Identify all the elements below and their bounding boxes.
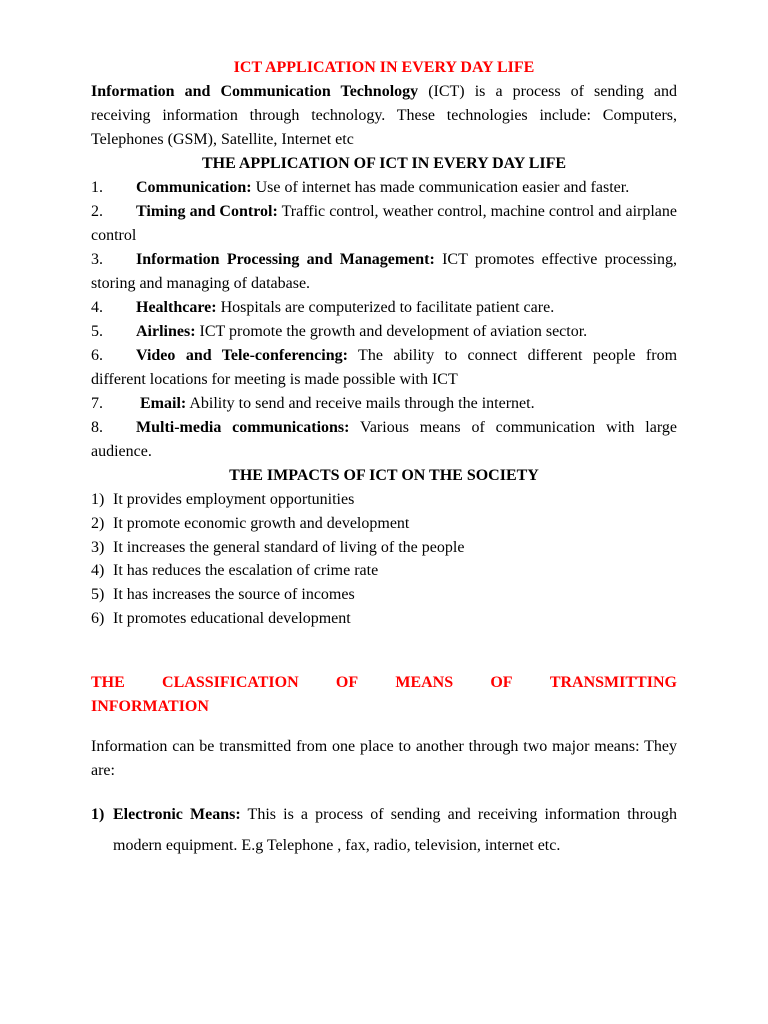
item-number: 1) [91,805,105,823]
heading-word: CLASSIFICATION [162,673,299,691]
impact-item [91,607,677,631]
item-text: Use of internet has made communication easier and faster. [251,179,630,196]
item-text: It promote economic growth and development [113,514,410,532]
document-title: ICT APPLICATION IN EVERY DAY LIFE [233,59,535,76]
means-body [113,799,677,861]
item-text: Ability to send and receive mails through the internet. [186,395,535,412]
item-number: 4) [91,562,105,580]
item-number: 2. [91,203,103,220]
item-number: 5. [91,323,103,340]
item-label: Information Processing and Management: [136,251,435,268]
item-text: It has reduces the escalation of crime rate [113,562,379,580]
item-text: Traffic control, weather control, machine control and airplane control [91,203,677,244]
item-text: Various means of communication with large audience. [91,419,677,460]
classification-heading-line2: INFORMATION [91,697,209,715]
application-item [91,416,677,464]
impact-item [91,559,677,583]
item-label: Email: [140,395,187,412]
item-text: The ability to connect different people from different locations for meeting is made possible with ICT [91,347,678,388]
heading-word: MEANS [395,673,454,691]
item-number: 3. [91,251,103,268]
heading-word: OF [490,673,513,691]
item-label: Timing and Control: [136,203,278,220]
means-item [91,799,677,861]
application-item [91,248,677,296]
applications-list [91,176,677,464]
item-text: It increases the general standard of living of the people [113,538,465,556]
item-label: Communication: [136,179,252,196]
application-item [91,176,677,200]
item-text: It has increases the source of incomes [113,586,355,604]
application-item [91,320,677,344]
heading-word: THE [91,673,125,691]
impact-item [91,512,677,536]
item-text: ICT promote the growth and development of aviation sector. [195,323,588,340]
applications-heading: THE APPLICATION OF ICT IN EVERY DAY LIFE [201,155,567,172]
item-number: 7. [91,395,103,412]
impact-item [91,488,677,512]
item-text: This is a process of sending and receiving information through modern equipment. E.g Telephone , fax, radio, television, internet etc. [113,805,678,854]
application-item [91,200,677,248]
item-number: 6. [91,347,103,364]
item-text: Hospitals are computerized to facilitate patient care. [216,299,555,316]
item-number: 1. [91,179,103,196]
item-label: Airlines: [136,323,196,340]
item-number: 6) [91,609,105,627]
item-text: ICT promotes effective processing, storing and managing of database. [91,251,678,292]
application-item [91,392,677,416]
application-item [91,296,677,320]
application-item [91,344,677,392]
item-number: 5) [91,586,105,604]
impacts-list [91,488,677,631]
item-label: Healthcare: [136,299,217,316]
impact-item [91,583,677,607]
item-label: Multi-media communications: [136,419,350,436]
item-label: Electronic Means: [113,805,241,823]
item-number: 1) [91,491,105,508]
item-label: Video and Tele-conferencing: [136,347,348,364]
item-number: 3) [91,538,105,556]
heading-word: TRANSMITTING [549,673,677,691]
heading-word: OF [335,673,359,691]
item-number: 8. [91,419,103,436]
classification-intro: Information can be transmitted from one place to another through two major means: They are: [91,737,677,779]
impacts-heading: THE IMPACTS OF ICT ON THE SOCIETY [229,467,539,484]
intro-text: (ICT) is a process of sending and receiving information through technology. These technologies include: Computers, Telephones (GSM), Satellite, Internet etc [91,83,678,148]
intro-term: Information and Communication Technology [91,83,419,100]
impact-item [91,536,677,560]
classification-heading-line1 [91,671,677,695]
item-number: 4. [91,299,103,316]
classification-heading [91,671,677,719]
item-text: It promotes educational development [113,609,351,627]
intro-paragraph [91,80,677,152]
item-number: 2) [91,514,105,532]
item-text: It provides employment opportunities [113,491,355,508]
